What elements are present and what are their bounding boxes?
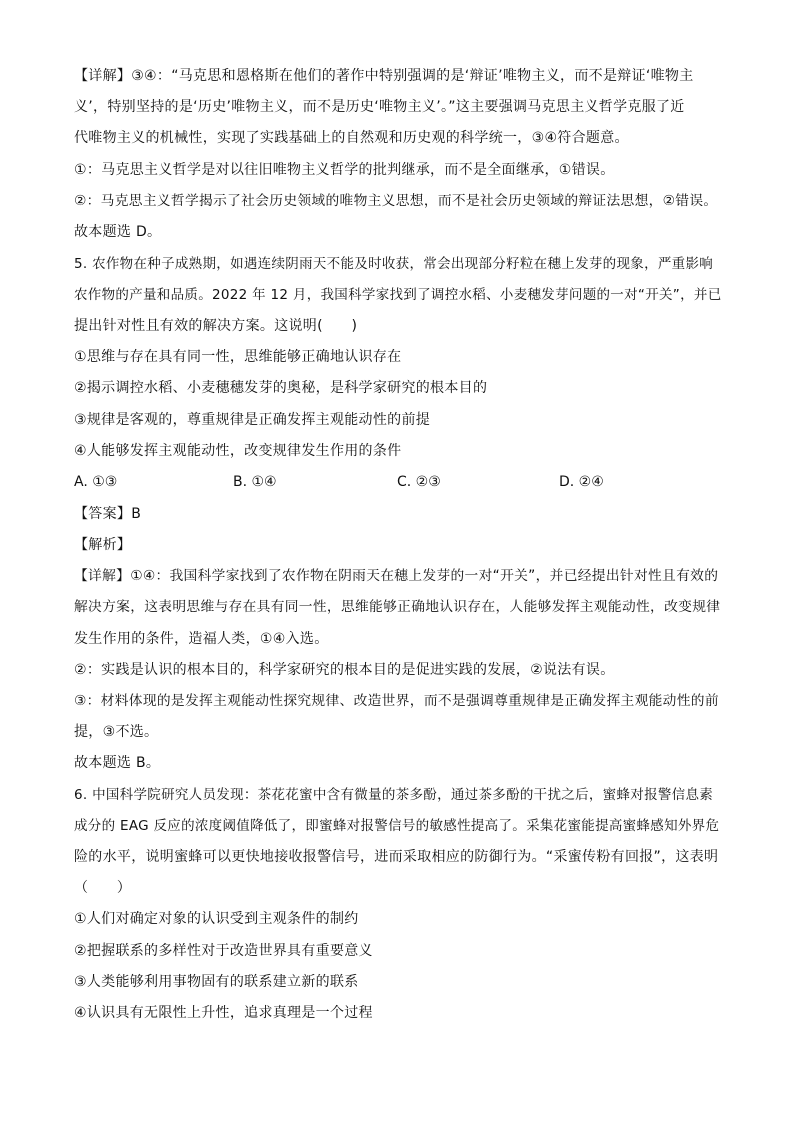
q5-option-b: B. ①④ — [233, 474, 277, 490]
q5-option-a: A. ①③ — [74, 474, 118, 490]
q4-explain-line-2: 义’，特别坚持的是‘历史’唯物主义，而不是历史‘唯物主义’。”这主要强调马克思主义哲学克服了近 — [74, 99, 685, 115]
q6-item-3: ③人类能够利用事物固有的联系建立新的联系 — [74, 974, 359, 990]
q5-item-2: ②揭示调控水稻、小麦穗穗发芽的奥秘，是科学家研究的根本目的 — [74, 380, 488, 396]
q6-stem-line-1: 6. 中国科学院研究人员发现：茶花花蜜中含有微量的茶多酚，通过茶多酚的干扰之后，蜜蜂对报警信息素 — [74, 787, 714, 803]
q5-item-1: ①思维与存在具有同一性，思维能够正确地认识存在 — [74, 349, 402, 365]
q4-explain-line-1: 【详解】③④：“马克思和恩格斯在他们的著作中特别强调的是‘辩证’唯物主义，而不是辩证‘唯物主 — [74, 68, 694, 84]
q5-answer: 【答案】B — [74, 506, 142, 522]
q4-explain-line-5: ②：马克思主义哲学揭示了社会历史领域的唯物主义思想，而不是社会历史领域的辩证法思想，②错误。 — [74, 193, 718, 209]
q6-item-1: ①人们对确定对象的认识受到主观条件的制约 — [74, 911, 359, 927]
q5-item-3: ③规律是客观的，尊重规律是正确发挥主观能动性的前提 — [74, 412, 431, 428]
q5-explain-line-3: 发生作用的条件，造福人类，①④入选。 — [74, 631, 329, 647]
q5-explain-line-5: ③：材料体现的是发挥主观能动性探究规律、改造世界，而不是强调尊重规律是正确发挥主观能动性的前 — [74, 693, 719, 709]
q5-explain-line-6: 提，③不选。 — [74, 724, 159, 740]
q5-analysis-heading: 【解析】 — [74, 537, 132, 553]
q4-explain-line-4: ①：马克思主义哲学是对以往旧唯物主义哲学的批判继承，而不是全面继承，①错误。 — [74, 162, 615, 178]
q5-stem-line-3: 提出针对性且有效的解决方案。这说明( ) — [74, 318, 358, 334]
q6-item-4: ④认识具有无限性上升性，追求真理是一个过程 — [74, 1005, 373, 1021]
q5-explain-line-1: 【详解】①④：我国科学家找到了农作物在阴雨天在穗上发芽的一对“开关”，并已经提出针对性且有效的 — [74, 568, 719, 584]
q5-item-4: ④人能够发挥主观能动性，改变规律发生作用的条件 — [74, 443, 402, 459]
q6-stem-line-2: 成分的 EAG 反应的浓度阈值降低了，即蜜蜂对报警信号的敏感性提高了。采集花蜜能提高蜜蜂感知外界危 — [74, 818, 720, 834]
q6-stem-line-3: 险的水平，说明蜜蜂可以更快地接收报警信号，进而采取相应的防御行为。“采蜜传粉有回报”，这表明 — [74, 849, 719, 865]
q5-explain-line-4: ②：实践是认识的根本目的，科学家研究的根本目的是促进实践的发展，②说法有误。 — [74, 662, 615, 678]
q4-conclusion: 故本题选 D。 — [74, 224, 162, 240]
q5-option-d: D. ②④ — [559, 474, 604, 490]
q5-stem-line-1: 5. 农作物在种子成熟期，如遇连续阴雨天不能及时收获，常会出现部分籽粒在穗上发芽的现象，严重影响 — [74, 256, 714, 272]
q5-option-c: C. ②③ — [397, 474, 441, 490]
q6-stem-line-4: （ ） — [74, 880, 132, 896]
q5-stem-line-2: 农作物的产量和品质。2022 年 12 月，我国科学家找到了调控水稻、小麦穗发芽问题的一对“开关”，并已 — [74, 287, 722, 303]
q5-explain-line-2: 解决方案，这表明思维与存在具有同一性，思维能够正确地认识存在，人能够发挥主观能动性，改变规律 — [74, 599, 721, 615]
q5-conclusion: 故本题选 B。 — [74, 755, 161, 771]
q6-item-2: ②把握联系的多样性对于改造世界具有重要意义 — [74, 943, 373, 959]
q4-explain-line-3: 代唯物主义的机械性，实现了实践基础上的自然观和历史观的科学统一，③④符合题意。 — [74, 130, 629, 146]
